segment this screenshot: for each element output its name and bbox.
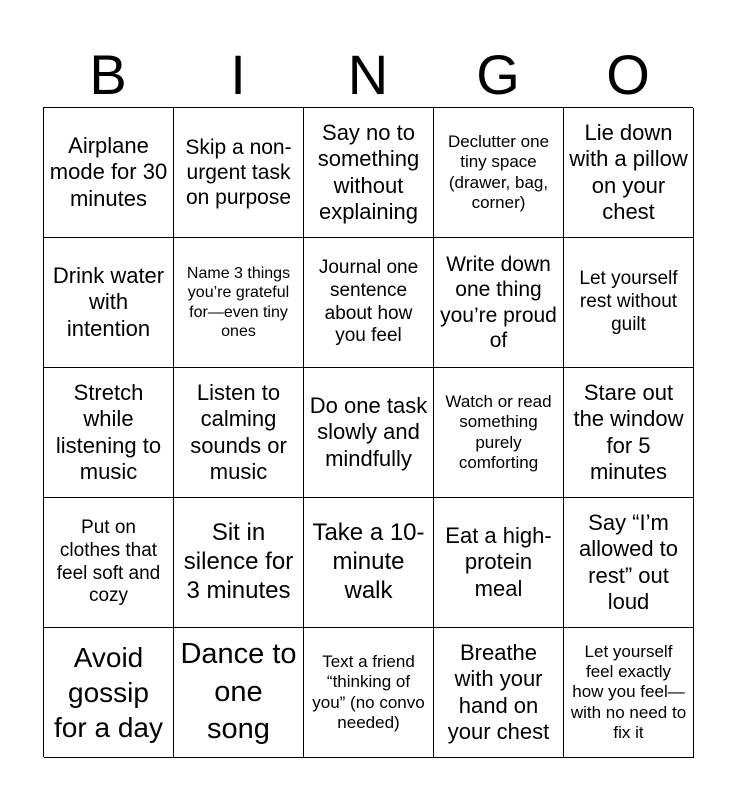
bingo-cell-text: Dance to one song — [180, 637, 297, 746]
bingo-cell-text: Take a 10-minute walk — [312, 519, 425, 604]
bingo-cell-text: Put on clothes that feel soft and cozy — [56, 516, 161, 607]
bingo-cell-text: Journal one sentence about how you feel — [318, 256, 419, 347]
bingo-cell[interactable] — [44, 108, 174, 238]
header-letter-o: O — [606, 43, 650, 106]
bingo-cell-text: Watch or read something purely comforting — [445, 391, 552, 472]
bingo-cell-text: Say no to something without explaining — [317, 119, 420, 224]
bingo-board — [43, 107, 693, 757]
bingo-cell[interactable] — [434, 368, 564, 498]
bingo-cell-text: Breathe with your hand on your chest — [447, 639, 550, 744]
bingo-cell-text: Write down one thing you’re proud of — [440, 253, 557, 352]
bingo-cell[interactable] — [304, 238, 434, 368]
bingo-cell[interactable] — [434, 238, 564, 368]
bingo-cell[interactable] — [44, 628, 174, 758]
bingo-cell-text: Text a friend “thinking of you” (no convo needed) — [312, 651, 425, 732]
bingo-cell-text: Declutter one tiny space (drawer, bag, corner) — [447, 131, 550, 212]
bingo-cell-text: Skip a non-urgent task on purpose — [185, 135, 292, 210]
bingo-cell[interactable] — [564, 628, 694, 758]
bingo-cell-text: Stretch while listening to music — [55, 379, 162, 484]
bingo-cell[interactable] — [564, 108, 694, 238]
bingo-cell[interactable] — [434, 498, 564, 628]
bingo-cell[interactable] — [304, 108, 434, 238]
bingo-cell[interactable] — [564, 238, 694, 368]
bingo-cell-text: Let yourself feel exactly how you feel—with no need to fix it — [570, 641, 687, 743]
bingo-cell[interactable] — [174, 108, 304, 238]
header-letter-i: I — [230, 43, 246, 106]
bingo-cell-text: Avoid gossip for a day — [54, 642, 163, 743]
bingo-cell-text: Eat a high-protein meal — [445, 522, 552, 601]
bingo-cell[interactable] — [564, 368, 694, 498]
bingo-cell[interactable] — [304, 368, 434, 498]
header-letter-n: N — [347, 43, 389, 106]
bingo-cell[interactable] — [44, 498, 174, 628]
bingo-cell-text: Sit in silence for 3 minutes — [183, 519, 294, 604]
bingo-cell-text: Listen to calming sounds or music — [190, 379, 287, 484]
bingo-cell[interactable] — [174, 238, 304, 368]
bingo-cell-text: Say “I’m allowed to rest” out loud — [578, 509, 679, 614]
bingo-cell[interactable] — [304, 498, 434, 628]
bingo-cell[interactable] — [174, 368, 304, 498]
bingo-cell-text: Name 3 things you’re grateful for—even tiny ones — [186, 265, 291, 340]
bingo-cell-text: Airplane mode for 30 minutes — [49, 132, 168, 211]
bingo-cell-text: Do one task slowly and mindfully — [309, 392, 428, 471]
bingo-cell-text: Lie down with a pillow on your chest — [569, 119, 688, 224]
bingo-cell[interactable] — [564, 498, 694, 628]
bingo-header — [43, 45, 693, 105]
bingo-cell-text: Stare out the window for 5 minutes — [573, 379, 684, 484]
bingo-cell[interactable] — [434, 108, 564, 238]
bingo-cell[interactable] — [44, 368, 174, 498]
bingo-cell[interactable] — [174, 498, 304, 628]
bingo-cell[interactable] — [434, 628, 564, 758]
header-letter-b: B — [89, 43, 127, 106]
bingo-cell[interactable] — [174, 628, 304, 758]
bingo-cell[interactable] — [304, 628, 434, 758]
bingo-cell[interactable] — [44, 238, 174, 368]
bingo-cell-text: Let yourself rest without guilt — [579, 268, 678, 335]
header-letter-g: G — [476, 43, 520, 106]
bingo-cell-text: Drink water with intention — [52, 262, 165, 341]
